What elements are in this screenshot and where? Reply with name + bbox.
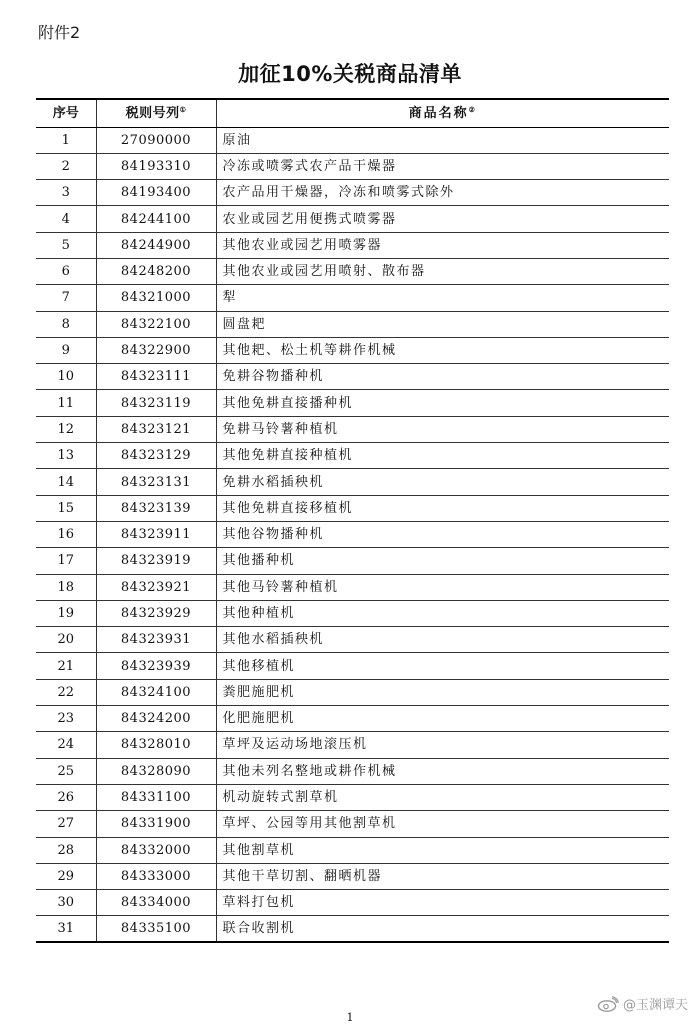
product-name-cell: 其他未列名整地或耕作机械 — [216, 758, 669, 784]
tariff-code-cell: 84323919 — [96, 548, 216, 574]
table-row — [36, 784, 669, 810]
table-row — [36, 890, 669, 916]
tariff-goods-table — [36, 98, 669, 943]
row-index-cell: 22 — [36, 679, 96, 705]
tariff-code-cell: 84322900 — [96, 337, 216, 363]
product-name-cell: 其他干草切割、翻晒机器 — [216, 863, 669, 889]
product-name-cell: 其他播种机 — [216, 548, 669, 574]
column-header-name: 商品名称② — [216, 99, 669, 127]
watermark — [597, 994, 688, 1013]
product-name-cell: 化肥施肥机 — [216, 706, 669, 732]
product-name-cell: 联合收割机 — [216, 916, 669, 942]
tariff-code-cell: 84323939 — [96, 653, 216, 679]
watermark-text: @玉渊谭天 — [622, 998, 688, 1013]
tariff-code-cell: 84193310 — [96, 153, 216, 179]
table-row — [36, 258, 669, 284]
table-row — [36, 679, 669, 705]
product-name-cell: 原油 — [216, 127, 669, 153]
tariff-code-cell: 84323129 — [96, 443, 216, 469]
product-name-cell: 其他免耕直接移植机 — [216, 495, 669, 521]
tariff-code-cell: 84334000 — [96, 890, 216, 916]
tariff-code-cell: 84323121 — [96, 416, 216, 442]
tariff-code-cell: 84324100 — [96, 679, 216, 705]
product-name-cell: 其他农业或园艺用喷雾器 — [216, 232, 669, 258]
table-row — [36, 706, 669, 732]
product-name-cell: 其他谷物播种机 — [216, 521, 669, 547]
tariff-code-cell: 84323911 — [96, 521, 216, 547]
row-index-cell: 25 — [36, 758, 96, 784]
table-row — [36, 916, 669, 942]
column-header-code: 税则号列① — [96, 99, 216, 127]
product-name-cell: 其他免耕直接种植机 — [216, 443, 669, 469]
tariff-code-cell: 84331100 — [96, 784, 216, 810]
footnote-marker: ② — [468, 105, 477, 115]
product-name-cell: 机动旋转式割草机 — [216, 784, 669, 810]
tariff-code-cell: 84321000 — [96, 285, 216, 311]
product-name-cell: 免耕水稻插秧机 — [216, 469, 669, 495]
tariff-code-cell: 84331900 — [96, 811, 216, 837]
table-header-row — [36, 99, 669, 127]
page-number: 1 — [346, 1011, 354, 1024]
table-row — [36, 127, 669, 153]
row-index-cell: 13 — [36, 443, 96, 469]
row-index-cell: 5 — [36, 232, 96, 258]
table-row — [36, 653, 669, 679]
product-name-cell: 冷冻或喷雾式农产品干燥器 — [216, 153, 669, 179]
table-row — [36, 285, 669, 311]
table-row — [36, 416, 669, 442]
table-row — [36, 311, 669, 337]
tariff-code-cell: 84193400 — [96, 180, 216, 206]
tariff-code-cell: 84333000 — [96, 863, 216, 889]
table-row — [36, 390, 669, 416]
table-row — [36, 811, 669, 837]
row-index-cell: 1 — [36, 127, 96, 153]
table-row — [36, 521, 669, 547]
table-row — [36, 837, 669, 863]
tariff-code-cell: 84324200 — [96, 706, 216, 732]
tariff-code-cell: 84323119 — [96, 390, 216, 416]
row-index-cell: 9 — [36, 337, 96, 363]
row-index-cell: 23 — [36, 706, 96, 732]
table-row — [36, 443, 669, 469]
table-row — [36, 863, 669, 889]
product-name-cell: 草坪及运动场地滚压机 — [216, 732, 669, 758]
product-name-cell: 免耕谷物播种机 — [216, 364, 669, 390]
product-name-cell: 犁 — [216, 285, 669, 311]
row-index-cell: 2 — [36, 153, 96, 179]
table-row — [36, 337, 669, 363]
product-name-cell: 其他割草机 — [216, 837, 669, 863]
column-header-index: 序号 — [36, 99, 96, 127]
tariff-code-cell: 84323931 — [96, 627, 216, 653]
table-row — [36, 627, 669, 653]
product-name-cell: 其他马铃薯种植机 — [216, 574, 669, 600]
product-name-cell: 草坪、公园等用其他割草机 — [216, 811, 669, 837]
product-name-cell: 其他农业或园艺用喷射、散布器 — [216, 258, 669, 284]
tariff-code-cell: 84323131 — [96, 469, 216, 495]
tariff-code-cell: 84244100 — [96, 206, 216, 232]
product-name-cell: 免耕马铃薯种植机 — [216, 416, 669, 442]
table-row — [36, 364, 669, 390]
table-row — [36, 574, 669, 600]
row-index-cell: 8 — [36, 311, 96, 337]
product-name-cell: 圆盘耙 — [216, 311, 669, 337]
product-name-cell: 其他水稻插秧机 — [216, 627, 669, 653]
row-index-cell: 28 — [36, 837, 96, 863]
row-index-cell: 24 — [36, 732, 96, 758]
row-index-cell: 16 — [36, 521, 96, 547]
table-row — [36, 495, 669, 521]
document-title: 加征10%关税商品清单 — [238, 62, 462, 86]
product-name-cell: 农业或园艺用便携式喷雾器 — [216, 206, 669, 232]
row-index-cell: 30 — [36, 890, 96, 916]
tariff-code-cell: 84328010 — [96, 732, 216, 758]
row-index-cell: 12 — [36, 416, 96, 442]
tariff-code-cell: 84244900 — [96, 232, 216, 258]
product-name-cell: 其他耙、松土机等耕作机械 — [216, 337, 669, 363]
row-index-cell: 29 — [36, 863, 96, 889]
row-index-cell: 4 — [36, 206, 96, 232]
tariff-code-cell: 84328090 — [96, 758, 216, 784]
footnote-marker: ① — [179, 105, 187, 115]
table-row — [36, 232, 669, 258]
row-index-cell: 7 — [36, 285, 96, 311]
table-row — [36, 548, 669, 574]
product-name-cell: 其他移植机 — [216, 653, 669, 679]
tariff-code-cell: 84335100 — [96, 916, 216, 942]
row-index-cell: 3 — [36, 180, 96, 206]
tariff-code-cell: 84323921 — [96, 574, 216, 600]
table-row — [36, 469, 669, 495]
row-index-cell: 14 — [36, 469, 96, 495]
attachment-label: 附件2 — [38, 23, 81, 42]
tariff-code-cell: 84323929 — [96, 600, 216, 626]
table-row — [36, 180, 669, 206]
row-index-cell: 19 — [36, 600, 96, 626]
tariff-code-cell: 84248200 — [96, 258, 216, 284]
row-index-cell: 20 — [36, 627, 96, 653]
row-index-cell: 18 — [36, 574, 96, 600]
table-row — [36, 732, 669, 758]
product-name-cell: 其他免耕直接播种机 — [216, 390, 669, 416]
table-row — [36, 206, 669, 232]
tariff-code-cell: 27090000 — [96, 127, 216, 153]
tariff-code-cell: 84323139 — [96, 495, 216, 521]
product-name-cell: 草料打包机 — [216, 890, 669, 916]
product-name-cell: 农产品用干燥器，冷冻和喷雾式除外 — [216, 180, 669, 206]
row-index-cell: 15 — [36, 495, 96, 521]
tariff-code-cell: 84332000 — [96, 837, 216, 863]
row-index-cell: 10 — [36, 364, 96, 390]
table-row — [36, 758, 669, 784]
tariff-code-cell: 84323111 — [96, 364, 216, 390]
row-index-cell: 6 — [36, 258, 96, 284]
row-index-cell: 17 — [36, 548, 96, 574]
row-index-cell: 26 — [36, 784, 96, 810]
table-row — [36, 600, 669, 626]
table-row — [36, 153, 669, 179]
row-index-cell: 21 — [36, 653, 96, 679]
product-name-cell: 粪肥施肥机 — [216, 679, 669, 705]
row-index-cell: 11 — [36, 390, 96, 416]
tariff-code-cell: 84322100 — [96, 311, 216, 337]
row-index-cell: 27 — [36, 811, 96, 837]
row-index-cell: 31 — [36, 916, 96, 942]
weibo-logo-icon — [597, 996, 619, 1012]
product-name-cell: 其他种植机 — [216, 600, 669, 626]
